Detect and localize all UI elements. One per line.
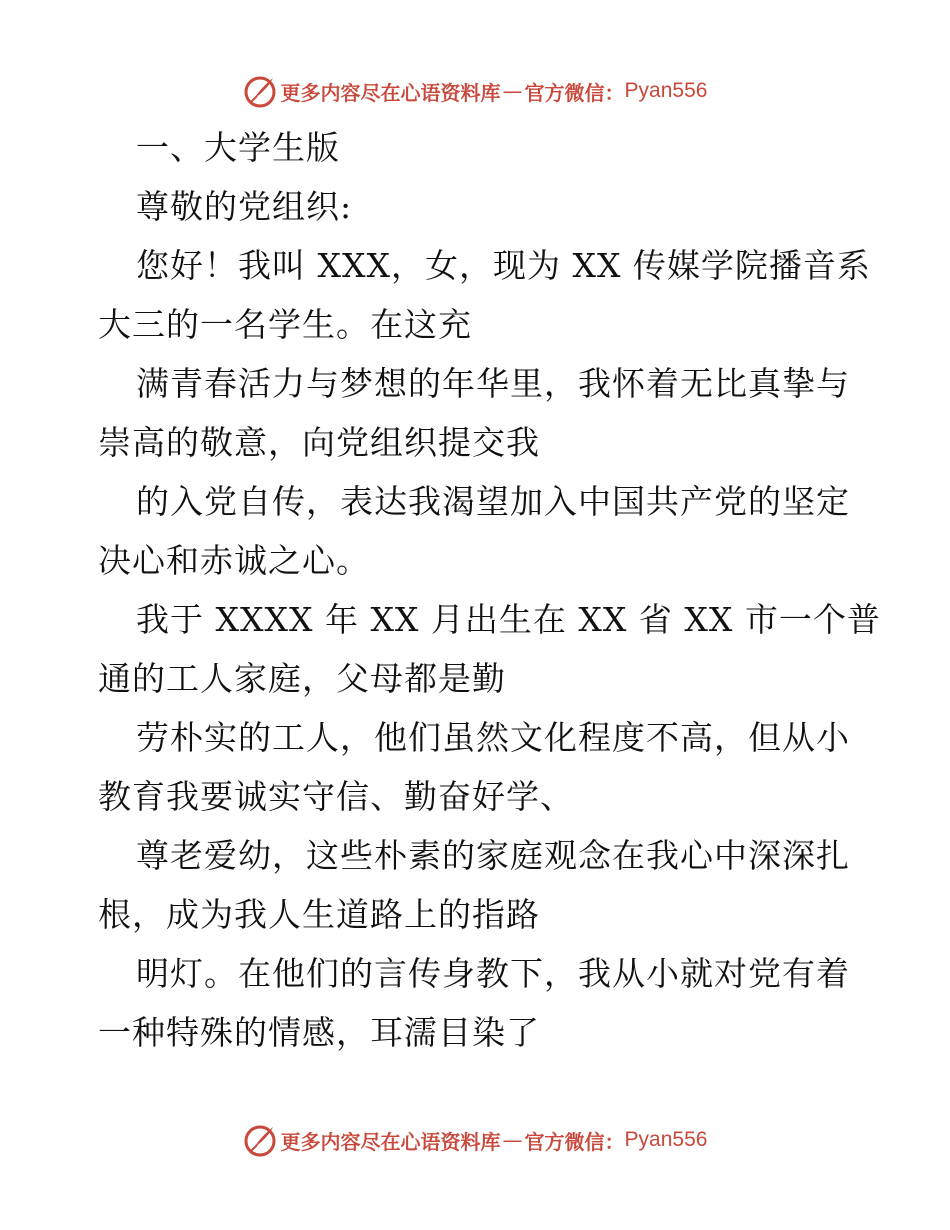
body-line: 尊老爱幼，这些朴素的家庭观念在我心中深深扎 bbox=[136, 836, 850, 875]
body-line: 一、大学生版 bbox=[136, 128, 340, 167]
banner-site-text: 更多内容尽在心语资料库 bbox=[280, 1129, 501, 1154]
body-line: 的入党自传，表达我渴望加入中国共产党的坚定 bbox=[136, 482, 850, 521]
body-line: 明灯。在他们的言传身教下，我从小就对党有着 bbox=[136, 954, 850, 993]
body-line: 通的工人家庭，父母都是勤 bbox=[98, 659, 506, 698]
body-line: 根，成为我人生道路上的指路 bbox=[98, 895, 540, 934]
banner-wechat-label: 官方微信： bbox=[524, 80, 625, 105]
body-line: 您好！我叫 XXX，女，现为 XX 传媒学院播音系 bbox=[136, 246, 871, 285]
banner-wechat-id: Pyan556 bbox=[624, 79, 708, 102]
body-line: 满青春活力与梦想的年华里，我怀着无比真挚与 bbox=[136, 364, 850, 403]
document-body bbox=[98, 118, 881, 1062]
body-line: 决心和赤诚之心。 bbox=[98, 541, 370, 580]
banner-separator: — bbox=[502, 1128, 523, 1152]
body-line: 崇高的敬意，向党组织提交我 bbox=[98, 423, 540, 462]
quill-logo-icon bbox=[243, 74, 277, 108]
banner-wechat-label: 官方微信： bbox=[524, 1129, 625, 1154]
footer-banner bbox=[0, 1120, 950, 1160]
header-banner bbox=[0, 71, 950, 111]
banner-separator: — bbox=[502, 79, 523, 103]
banner-wechat-id: Pyan556 bbox=[624, 1128, 708, 1151]
body-line: 我于 XXXX 年 XX 月出生在 XX 省 XX 市一个普 bbox=[136, 600, 881, 639]
body-line: 大三的一名学生。在这充 bbox=[98, 305, 472, 344]
quill-logo-icon bbox=[243, 1123, 277, 1157]
body-line: 劳朴实的工人，他们虽然文化程度不高，但从小 bbox=[136, 718, 850, 757]
banner-site-text: 更多内容尽在心语资料库 bbox=[280, 80, 501, 105]
body-line: 一种特殊的情感，耳濡目染了 bbox=[98, 1013, 540, 1052]
body-line: 尊敬的党组织: bbox=[136, 187, 353, 226]
body-line: 教育我要诚实守信、勤奋好学、 bbox=[98, 777, 574, 816]
